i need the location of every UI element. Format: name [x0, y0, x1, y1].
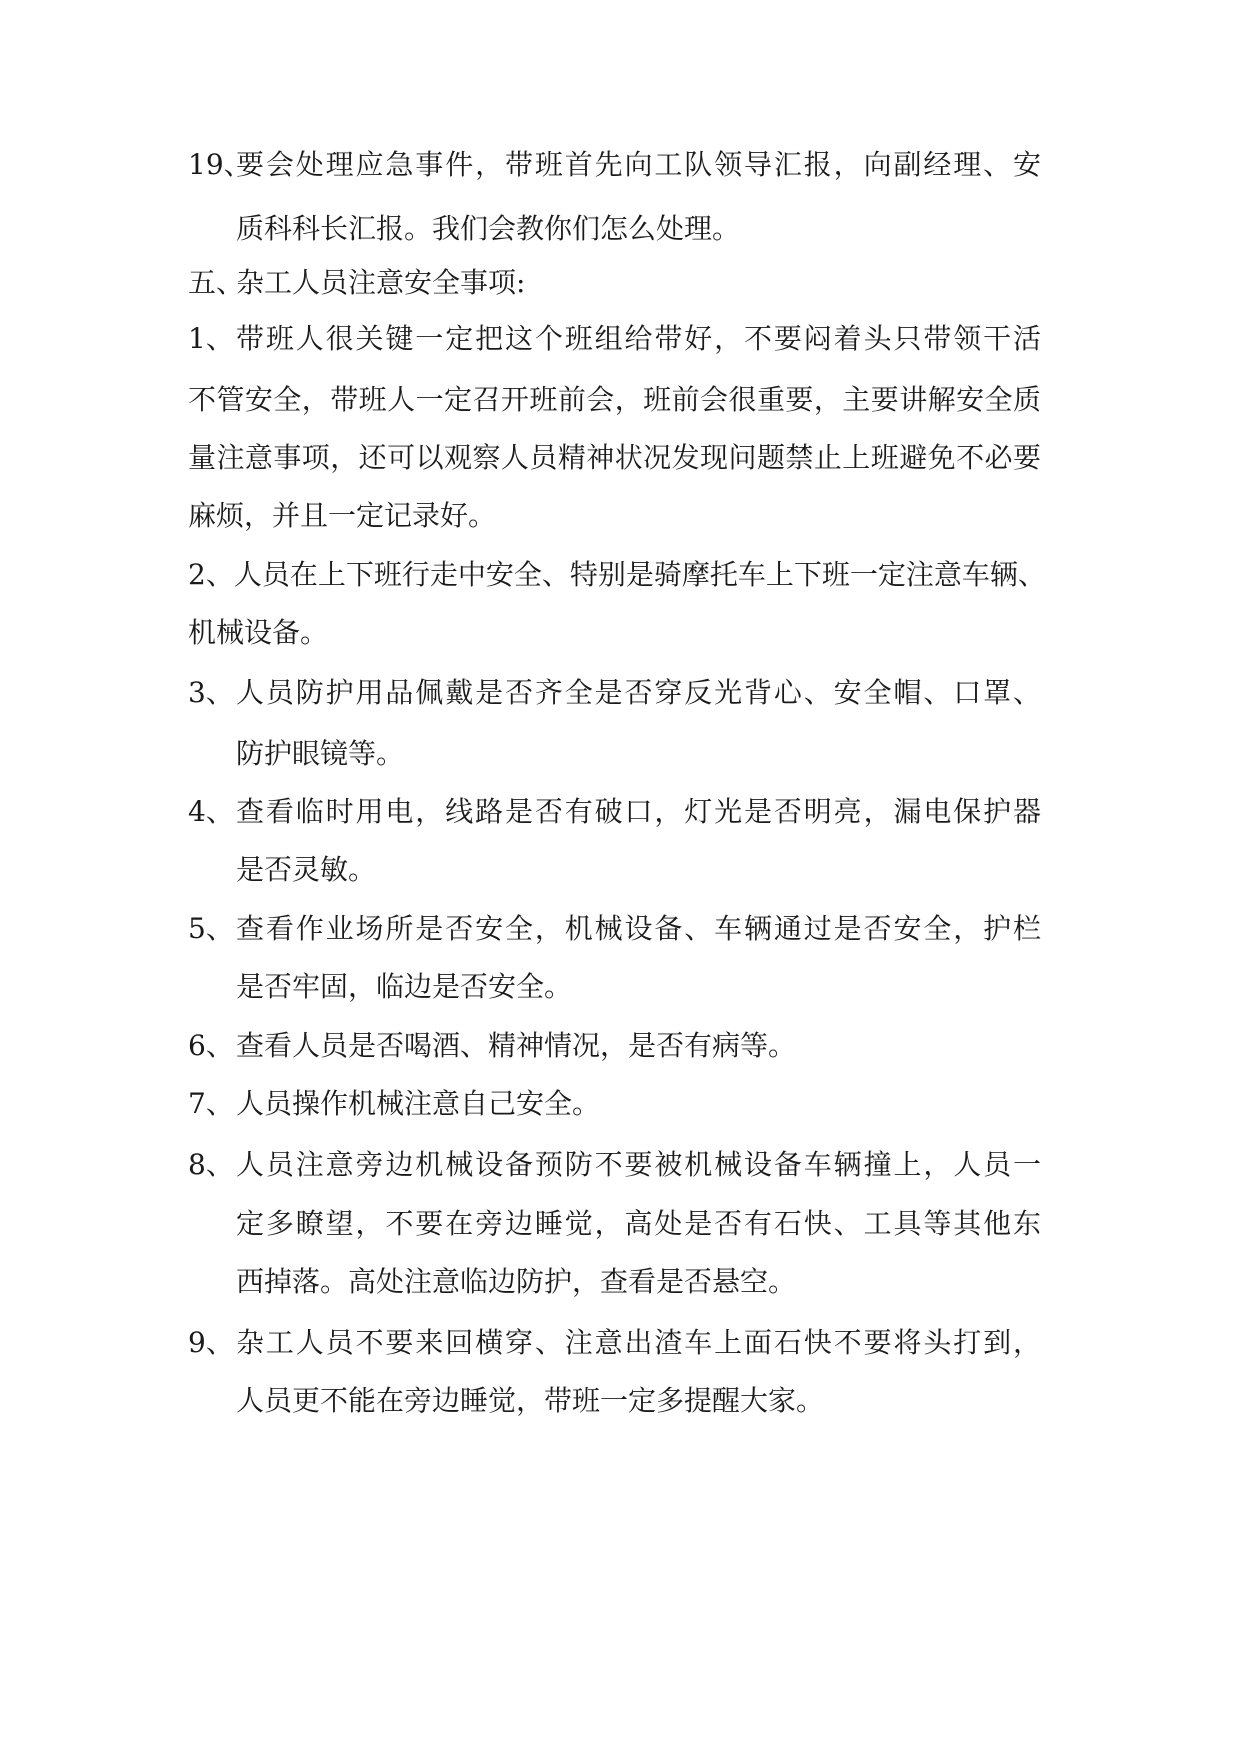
list-item-3-line-1 [188, 661, 1058, 725]
item-text: 人员注意旁边机械设备预防不要被机械设备车辆撞上，人员一 [236, 1148, 1041, 1181]
item-number: 19、 [188, 148, 252, 181]
paragraph-text: 麻烦，并且一定记录好。 [188, 499, 497, 532]
section-heading-5 [188, 251, 1058, 315]
item-text: 查看作业场所是否安全，机械设备、车辆通过是否安全，护栏 [236, 912, 1041, 945]
item-text: 质科科长汇报。我们会教你们怎么处理。 [236, 212, 741, 245]
list-item-8-line-2 [188, 1192, 1058, 1256]
item-text: 人员防护用品佩戴是否齐全是否穿反光背心、安全帽、口罩、 [236, 676, 1041, 709]
list-item-1-line-1 [188, 307, 1058, 371]
item-number: 3、 [188, 676, 234, 709]
list-item-9-line-1 [188, 1311, 1058, 1375]
item-number: 4、 [188, 795, 234, 828]
item-text: 查看临时用电，线路是否有破口，灯光是否明亮，漏电保护器 [236, 795, 1041, 828]
list-item-19-line-1 [188, 133, 1058, 197]
section-number: 五、 [188, 266, 245, 299]
item-number: 5、 [188, 912, 234, 945]
list-item-4-line-2 [188, 838, 1058, 902]
item-text: 人员操作机械注意自己安全。 [236, 1087, 601, 1120]
item-text: 人员更不能在旁边睡觉，带班一定多提醒大家。 [236, 1384, 825, 1417]
item-text: 防护眼镜等。 [236, 737, 405, 770]
paragraph-line [188, 368, 1058, 432]
item-number: 8、 [188, 1148, 234, 1181]
item-text: 2、人员在上下班行走中安全、特别是骑摩托车上下班一定注意车辆、 [188, 558, 1046, 591]
item-text: 要会处理应急事件，带班首先向工队领导汇报，向副经理、安 [236, 148, 1041, 181]
item-number: 6、 [188, 1029, 234, 1062]
list-item-2-line-1 [188, 543, 1058, 607]
paragraph-line [188, 426, 1058, 490]
list-item-3-line-2 [188, 722, 1058, 786]
item-text: 带班人很关键一定把这个班组给带好，不要闷着头只带领干活 [236, 322, 1041, 355]
list-item-5-line-1 [188, 897, 1058, 961]
item-text: 定多瞭望，不要在旁边睡觉，高处是否有石快、工具等其他东 [236, 1207, 1041, 1240]
list-item-5-line-2 [188, 955, 1058, 1019]
item-number: 7、 [188, 1087, 234, 1120]
item-text: 是否牢固，临边是否安全。 [236, 970, 573, 1003]
paragraph-text: 量注意事项，还可以观察人员精神状况发现问题禁止上班避免不必要 [188, 441, 1041, 474]
list-item-8-line-3 [188, 1250, 1058, 1314]
list-item-9-line-2 [188, 1369, 1058, 1433]
paragraph-text: 不管安全，带班人一定召开班前会，班前会很重要，主要讲解安全质 [188, 383, 1041, 416]
item-number: 1、 [188, 322, 234, 355]
item-text: 杂工人员不要来回横穿、注意出渣车上面石快不要将头打到， [236, 1326, 1041, 1359]
item-text: 查看人员是否喝酒、精神情况，是否有病等。 [236, 1029, 797, 1062]
list-item-4-line-1 [188, 780, 1058, 844]
list-item-2-line-2 [188, 601, 1058, 665]
paragraph-line [188, 484, 1058, 548]
list-item-7 [188, 1072, 1058, 1136]
item-text: 是否灵敏。 [236, 853, 377, 886]
item-text: 西掉落。高处注意临边防护，查看是否悬空。 [236, 1265, 797, 1298]
list-item-8-line-1 [188, 1133, 1058, 1197]
item-number: 9、 [188, 1326, 234, 1359]
item-text: 机械设备。 [188, 616, 329, 649]
list-item-6 [188, 1014, 1058, 1078]
section-title: 杂工人员注意安全事项: [236, 266, 526, 299]
